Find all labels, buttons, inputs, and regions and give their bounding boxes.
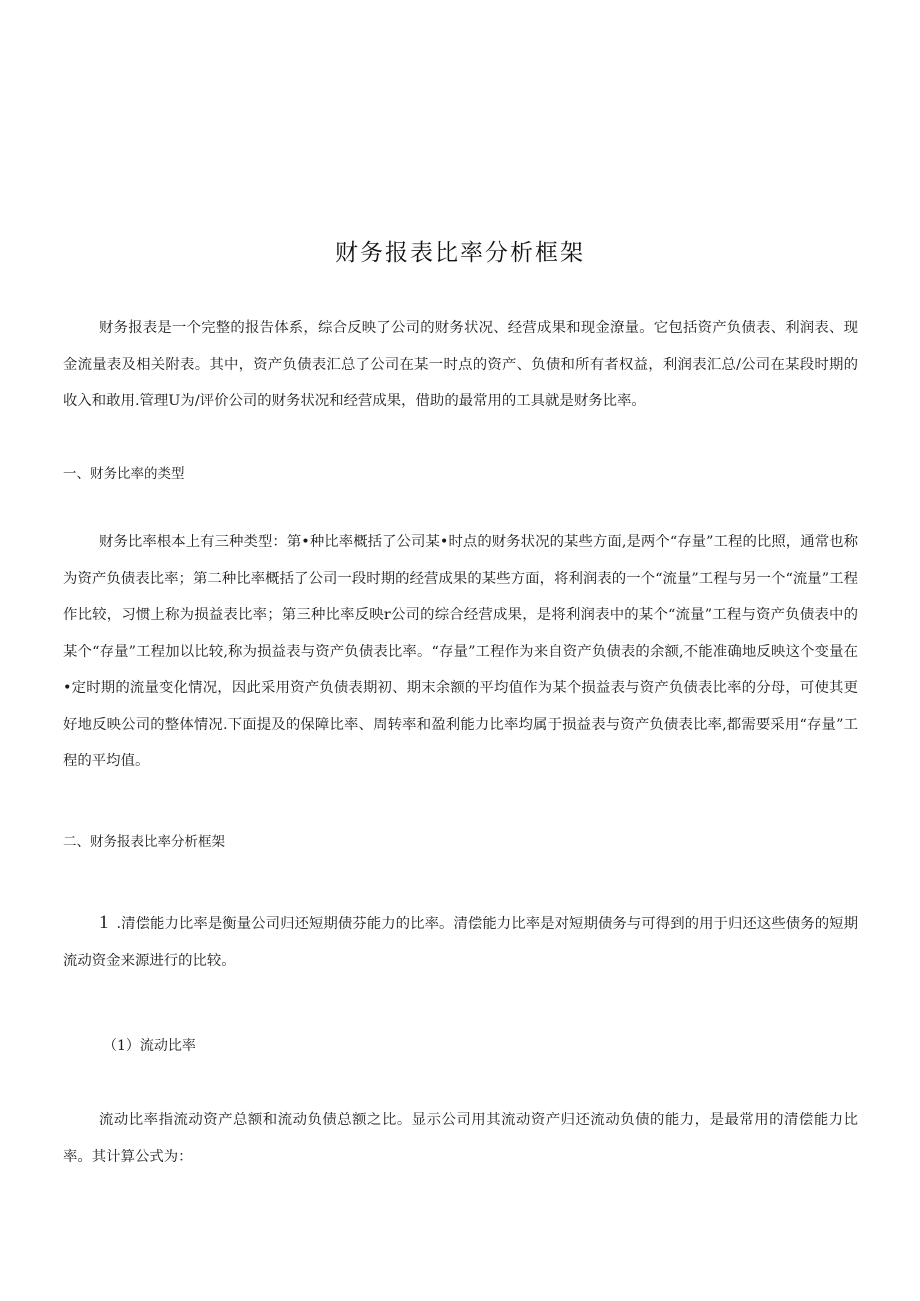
- document-title: 财务报表比率分析框架: [335, 240, 585, 266]
- current-ratio-paragraph: 流动比率指流动资产总额和流动负债总额之比。显示公司用其流动资产归还流动负债的能力，是最常用的清偿能力比率。其计算公式为：: [63, 1112, 858, 1165]
- intro-paragraph: 财务报表是一个完整的报告体系，综合反映了公司的财务状况、经营成果和现金潦量。它包括资产负债表、利润表、现金流量表及相关附表。其中，资产负债表汇总了公司在某一时点的资产、负债和所有者权益，利润表汇总/公司在某段时期的收入和敢用.管理U为/评价公司的财务状况和经营成果，借助的最常用的工具就是财务比率。: [63, 320, 858, 409]
- subheading-current-ratio: （1）流动比率: [103, 1038, 196, 1054]
- solvency-ratio-text: .清偿能力比率是衡量公司归还短期债芬能力的比率。清偿能力比率是对短期债务与可得到的用于归还这些债务的短期流动资金来源进行的比较。: [63, 916, 858, 969]
- section-heading-analysis-framework: 二、财务报表比率分析框架: [63, 834, 225, 850]
- item-number: 1: [99, 912, 109, 933]
- ratio-types-paragraph: 财务比率根本上有三种类型：第•种比率概括了公司某•时点的财务状况的某些方面,是两个“存量”工程的比照，通常也称为资产负债表比率；第二种比率概括了公司一段时期的经营成果的某些方面，将利润表的一个“流量”工程与另一个“流量”工程作比较，习惯上称为损益表比率；第三种比率反映r公司的综合经营成果，是将利润表中的某个“流量”工程与资产负债表中的某个“存量”工程加以比较,称为损益表与资产负债表比率。“存量”工程作为来自资产负债表的余额,不能准确地反映这个变量在•定时期的流量变化情况，因此采用资产负债表期初、期末余额的平均值作为某个损益表与资产负债表比率的分母，可使其更好地反映公司的整体情况.下面提及的保障比率、周转率和盈利能力比率均属于损益表与资产负债表比率,都需要采用“存量”工程的平均值。: [63, 534, 858, 769]
- section-heading-ratio-types: 一、财务比率的类型: [63, 466, 185, 482]
- solvency-ratio-paragraph: [63, 905, 858, 979]
